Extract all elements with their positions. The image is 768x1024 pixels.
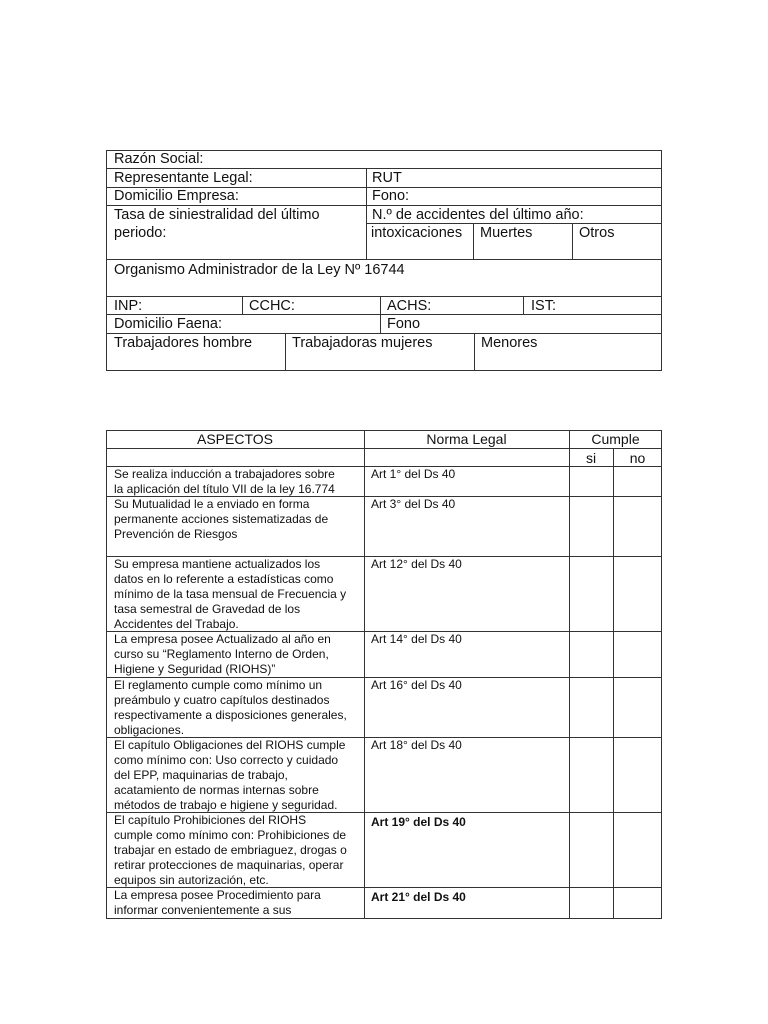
aspect-text: curso su “Reglamento Interno de Orden, (114, 647, 329, 661)
form-divider (523, 296, 524, 314)
aspect-text: preámbulo y cuatro capítulos destinados (114, 693, 330, 707)
si-header: si (585, 450, 597, 466)
ist-label: IST: (531, 298, 556, 314)
norma-text: Art 21° del Ds 40 (371, 890, 466, 904)
aspect-text: La empresa posee Procedimiento para (114, 888, 321, 902)
organismo-label: Organismo Administrador de la Ley Nº 16744 (114, 262, 405, 278)
aspect-text: El capítulo Prohibiciones del RIOHS (114, 813, 307, 827)
aspect-text: obligaciones. (114, 723, 185, 737)
aspect-text: como mínimo con: Uso correcto y cuidado (114, 753, 339, 767)
aspect-text: acatamiento de normas internas sobre (114, 783, 319, 797)
aspect-text: del EPP, maquinarias de trabajo, (114, 768, 288, 782)
accidentes-label: N.º de accidentes del último año: (372, 207, 584, 223)
form-divider (366, 168, 367, 259)
cumple-header: Cumple (591, 431, 640, 447)
otros-label: Otros (579, 225, 615, 241)
table-divider (569, 430, 570, 919)
aspect-text: respectivamente a disposiciones generales, (114, 708, 347, 722)
form-divider (285, 333, 286, 371)
trabajadoras-mujeres-label: Trabajadoras mujeres (292, 335, 433, 351)
aspect-text: Su Mutualidad le a enviado en forma (114, 497, 310, 511)
trabajadores-hombre-label: Trabajadores hombre (114, 335, 253, 351)
aspect-text: la aplicación del título VII de la ley 16.774 (114, 482, 335, 496)
domicilio-faena-label: Domicilio Faena: (114, 316, 222, 332)
aspect-text: Prevención de Riesgos (114, 527, 238, 541)
norma-text: Art 12° del Ds 40 (371, 557, 462, 571)
aspect-text: retirar protecciones de maquinarias, operar (114, 858, 344, 872)
cchc-label: CCHC: (249, 298, 295, 314)
aspect-text: cumple como mínimo con: Prohibiciones de (114, 828, 347, 842)
tasa-siniestralidad-label: Tasa de siniestralidad del último (114, 207, 320, 223)
aspect-text: El reglamento cumple como mínimo un (114, 678, 323, 692)
aspect-text: Accidentes del Trabajo. (114, 617, 239, 631)
domicilio-empresa-label: Domicilio Empresa: (114, 188, 239, 204)
aspect-text: La empresa posee Actualizado al año en (114, 632, 331, 646)
norma-text: Art 18° del Ds 40 (371, 738, 462, 752)
form-divider (572, 223, 573, 259)
aspect-text: mínimo de la tasa mensual de Frecuencia y (114, 587, 347, 601)
inp-label: INP: (114, 298, 143, 314)
aspect-text: Su empresa mantiene actualizados los (114, 557, 321, 571)
norma-text: Art 14° del Ds 40 (371, 632, 462, 646)
form-divider (474, 333, 475, 371)
rut-label: RUT (372, 170, 402, 186)
achs-label: ACHS: (387, 298, 432, 314)
aspect-text: Se realiza inducción a trabajadores sobre (114, 467, 335, 481)
form-divider (106, 296, 662, 297)
menores-label: Menores (481, 335, 538, 351)
aspect-text: datos en lo referente a estadísticas como (114, 572, 334, 586)
table-divider (613, 448, 614, 919)
form-divider (380, 296, 381, 333)
form-divider (242, 296, 243, 314)
aspect-text: permanente acciones sistematizadas de (114, 512, 329, 526)
representante-legal-label: Representante Legal: (114, 170, 253, 186)
aspectos-header: ASPECTOS (197, 431, 273, 447)
fono-label: Fono: (372, 188, 410, 204)
norma-text: Art 3° del Ds 40 (371, 497, 456, 511)
norma-legal-header: Norma Legal (426, 431, 507, 447)
aspect-text: equipos sin autorización, etc. (114, 873, 269, 887)
aspect-text: El capítulo Obligaciones del RIOHS cumple (114, 738, 346, 752)
form-divider (106, 259, 662, 260)
form-divider (473, 223, 474, 259)
tasa-siniestralidad-label-cont: periodo: (114, 225, 167, 241)
norma-text: Art 1° del Ds 40 (371, 467, 456, 481)
aspect-text: métodos de trabajo e higiene y seguridad. (114, 798, 338, 812)
aspect-text: trabajar en estado de embriaguez, drogas o (114, 843, 347, 857)
norma-text: Art 16° del Ds 40 (371, 678, 462, 692)
no-header: no (629, 450, 646, 466)
table-divider (364, 430, 365, 919)
aspect-text: informar convenientemente a sus (114, 903, 292, 917)
muertes-label: Muertes (480, 225, 533, 241)
norma-text: Art 19° del Ds 40 (371, 815, 466, 829)
razon-social-label: Razón Social: (114, 151, 204, 167)
aspect-text: Higiene y Seguridad (RIOHS)” (114, 662, 276, 676)
fono-faena-label: Fono (387, 316, 421, 332)
intoxicaciones-label: intoxicaciones (371, 225, 463, 241)
aspect-text: tasa semestral de Gravedad de los (114, 602, 301, 616)
